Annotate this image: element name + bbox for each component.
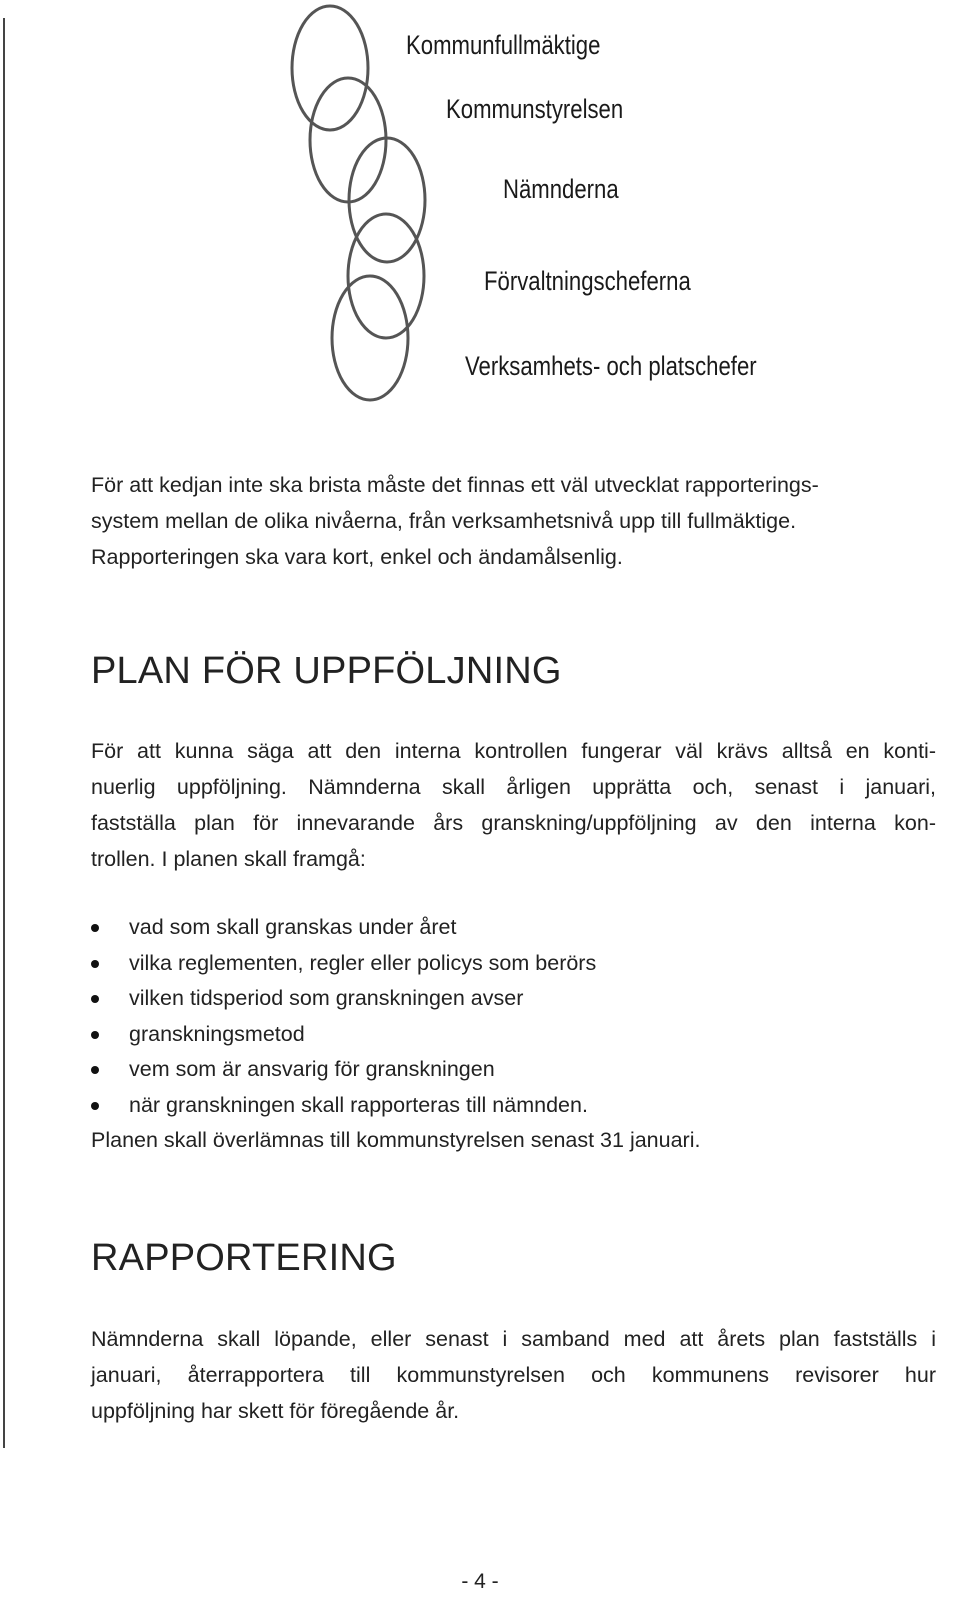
list-item-text: vilka reglementen, regler eller policys som berörs — [129, 950, 597, 975]
intro-line: system mellan de olika nivåerna, från verksamhetsnivå upp till fullmäktige. — [91, 509, 797, 533]
page-number: - 4 - — [461, 1570, 499, 1593]
list-item — [91, 1052, 951, 1088]
reporting-line: januari, återrapportera till kommunstyrelsen och kommunens revisorer hur — [91, 1363, 936, 1387]
list-item-text: vad som skall granskas under året — [129, 915, 457, 939]
intro-paragraph — [91, 467, 959, 575]
reporting-line: Nämnderna skall löpande, eller senast i samband med att årets plan fastställs i — [91, 1327, 936, 1351]
list-item-text: granskningsmetod — [129, 1021, 305, 1046]
bullet-icon — [91, 1102, 99, 1110]
plan-line: För att kunna säga att den interna kontrollen fungerar väl krävs alltså en konti- — [91, 739, 936, 763]
list-item-text: när granskningen skall rapporteras till nämnden. — [129, 1092, 588, 1117]
chain-ring-4 — [348, 214, 424, 338]
list-item — [91, 1017, 951, 1053]
chain-label-kommunfullmaktige: Kommunfullmäktige — [406, 30, 601, 60]
chain-ring-1 — [292, 6, 368, 130]
bullet-icon — [91, 960, 99, 968]
reporting-line: uppföljning har skett för föregående år. — [91, 1399, 460, 1423]
list-item — [91, 910, 951, 946]
list-item — [91, 981, 951, 1017]
bullet-icon — [91, 924, 99, 932]
bullet-icon — [91, 995, 99, 1003]
plan-line: fastställa plan för innevarande års granskning/uppföljning av den interna kon- — [91, 811, 936, 835]
intro-line: Rapporteringen ska vara kort, enkel och ändamålsenlig. — [91, 545, 623, 569]
list-item — [91, 1088, 951, 1124]
chain-label-forvaltningscheferna: Förvaltningscheferna — [484, 266, 691, 296]
reporting-paragraph — [91, 1321, 936, 1429]
bullet-icon — [91, 1031, 99, 1039]
list-item-text: vem som är ansvarig för granskningen — [129, 1057, 495, 1081]
chain-label-verksamhets-platschefer: Verksamhets- och platschefer — [465, 351, 757, 381]
plan-paragraph — [91, 733, 936, 877]
plan-line: trollen. I planen skall framgå: — [91, 847, 366, 871]
intro-line: För att kedjan inte ska brista måste det finnas ett väl utvecklat rapporterings- — [91, 473, 819, 497]
chain-label-kommunstyrelsen: Kommunstyrelsen — [446, 94, 624, 124]
chain-label-namnderna: Nämnderna — [503, 174, 619, 204]
plan-heading: PLAN FÖR UPPFÖLJNING — [91, 650, 562, 692]
bullet-icon — [91, 1066, 99, 1074]
plan-closing: Planen skall överlämnas till kommunstyrelsen senast 31 januari. — [91, 1128, 701, 1152]
list-item-text: vilken tidsperiod som granskningen avser — [129, 986, 524, 1010]
reporting-heading: RAPPORTERING — [91, 1237, 397, 1279]
list-item — [91, 946, 951, 982]
chain-ring-5 — [332, 276, 408, 400]
plan-line: nuerlig uppföljning. Nämnderna skall årligen upprätta och, senast i januari, — [91, 775, 936, 799]
plan-bullet-list — [91, 910, 951, 1123]
